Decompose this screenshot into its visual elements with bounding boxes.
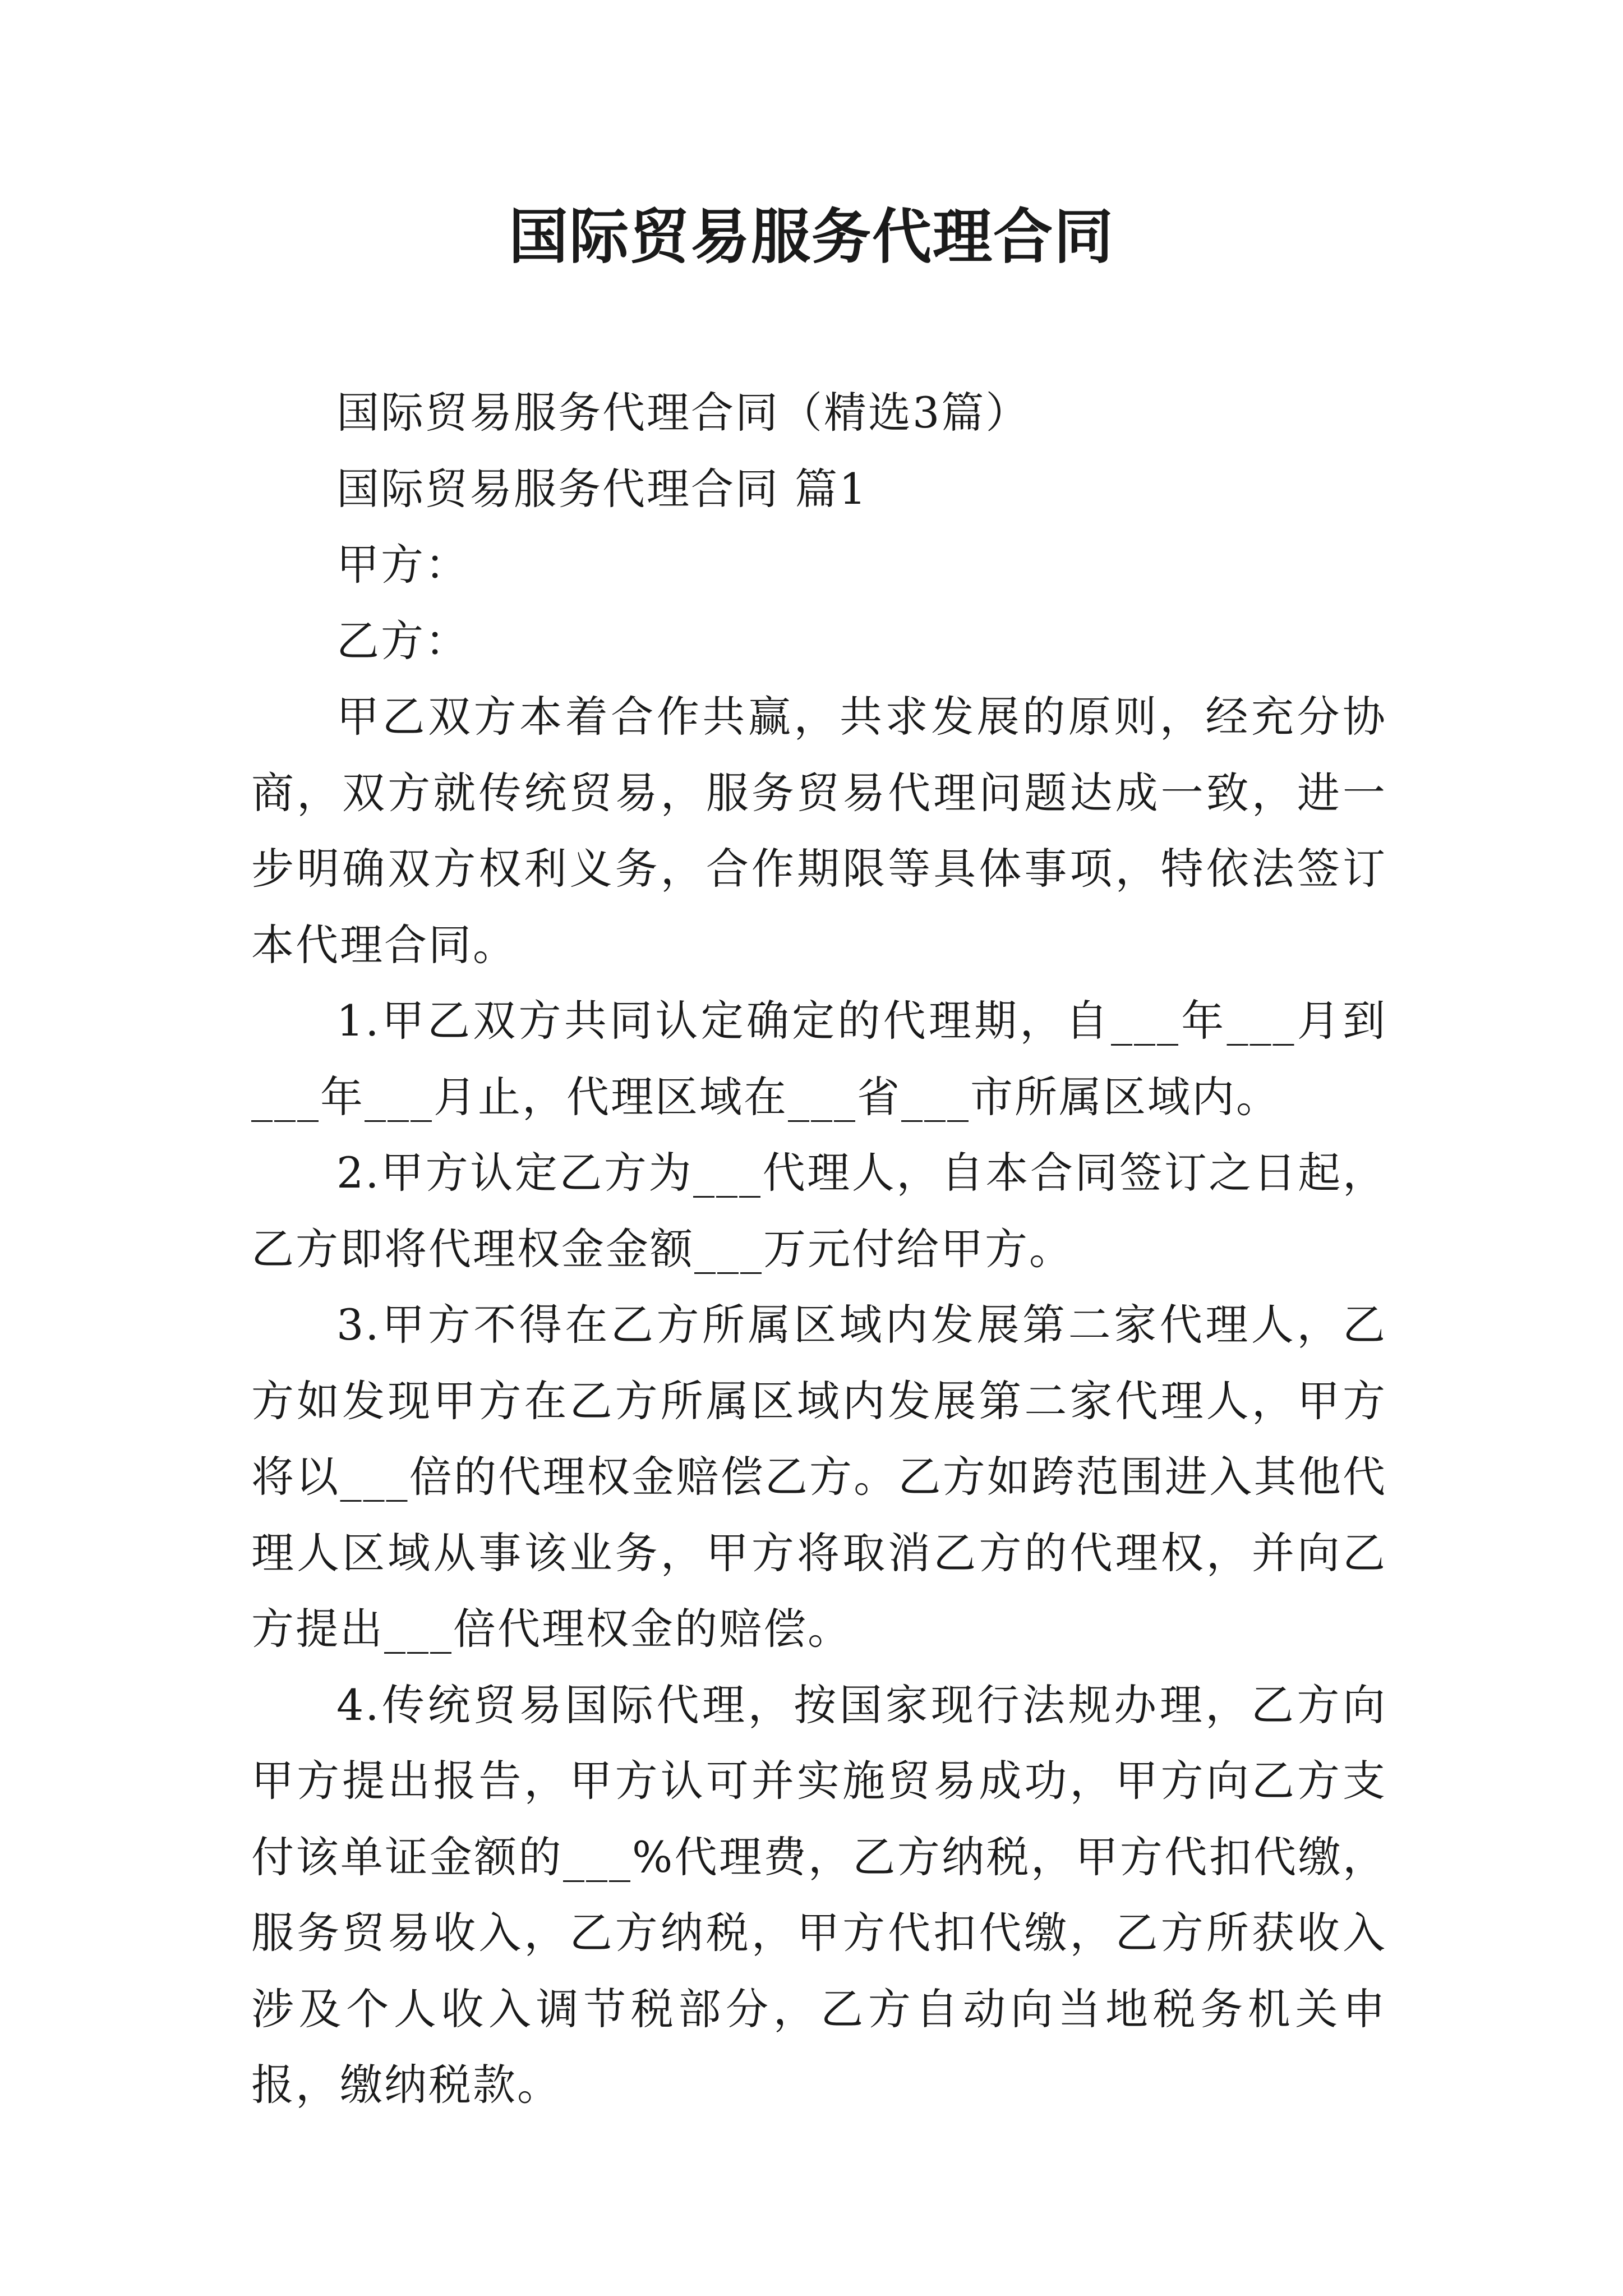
clause-3-paragraph: 3.甲方不得在乙方所属区域内发展第二家代理人，乙方如发现甲方在乙方所属区域内发展第二家代理人，甲方将以___倍的代理权金赔偿乙方。乙方如跨范围进入其他代理人区域从事该业务，甲方将取消乙方的代理权，并向乙方提出___倍代理权金的赔偿。 (251, 1300, 1387, 1654)
clause-2-paragraph: 2.甲方认定乙方为___代理人，自本合同签订之日起，乙方即将代理权金金额___万元付给甲方。 (251, 1148, 1387, 1274)
document-title: 国际贸易服务代理合同 (509, 201, 1114, 272)
clause-4-paragraph: 4.传统贸易国际代理，按国家现行法规办理，乙方向甲方提出报告，甲方认可并实施贸易成功，甲方向乙方支付该单证金额的___%代理费，乙方纳税，甲方代扣代缴，服务贸易收入，乙方纳税，甲方代扣代缴，乙方所获收入涉及个人收入调节税部分，乙方自动向当地税务机关申报，缴纳税款。 (251, 1680, 1387, 2110)
document-body (251, 375, 1387, 2123)
clause-1-paragraph: 1.甲乙双方共同认定确定的代理期，自___年___月到___年___月止，代理区域在___省___市所属区域内。 (251, 996, 1387, 1122)
section-heading-paragraph: 国际贸易服务代理合同 篇1 (336, 463, 868, 514)
subtitle-paragraph: 国际贸易服务代理合同（精选3篇） (336, 388, 1030, 438)
preamble-paragraph: 甲乙双方本着合作共赢，共求发展的原则，经充分协商，双方就传统贸易，服务贸易代理问题达成一致，进一步明确双方权利义务，合作期限等具体事项，特依法签订本代理合同。 (251, 692, 1387, 970)
party-a-line: 甲方： (336, 540, 469, 590)
party-b-line: 乙方： (336, 615, 469, 666)
